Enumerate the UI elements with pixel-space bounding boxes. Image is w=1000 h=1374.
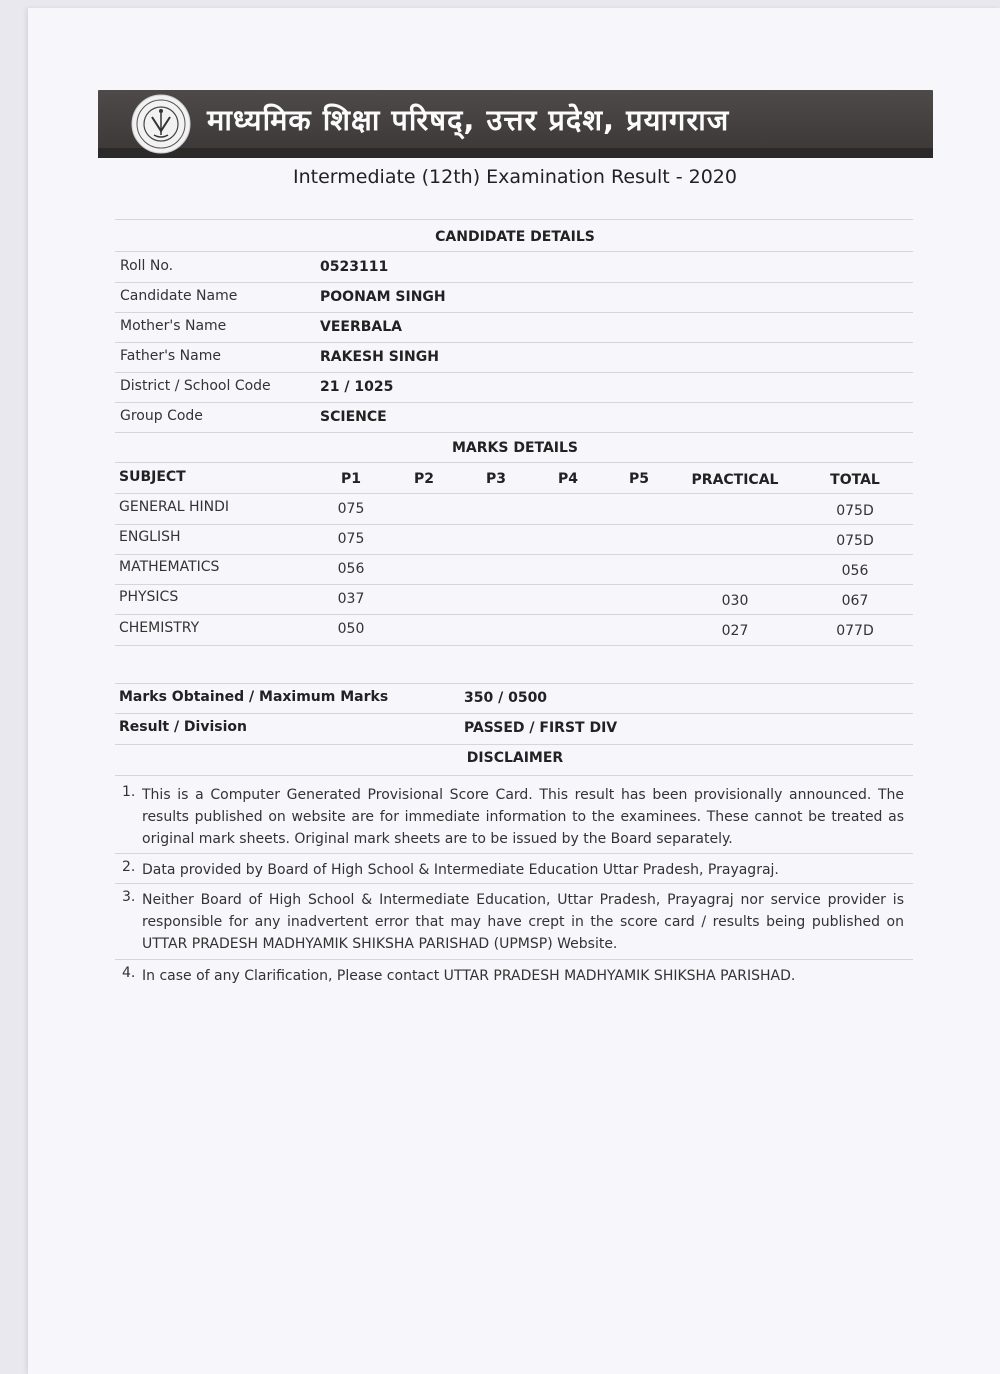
subject-cell: PHYSICS xyxy=(119,589,179,605)
total-cell: 075D xyxy=(836,503,874,519)
fathers-name-label: Father's Name xyxy=(120,348,221,364)
divider xyxy=(115,853,913,854)
column-header-subject: SUBJECT xyxy=(119,469,186,485)
column-header-p5: P5 xyxy=(628,471,650,487)
item-text: In case of any Clarification, Please contact UTTAR PRADESH MADHYAMIK SHIKSHA PARISHAD. xyxy=(142,968,796,984)
divider xyxy=(115,282,913,283)
divider xyxy=(115,959,913,960)
item-number: 2. xyxy=(122,859,136,875)
divider xyxy=(115,554,913,555)
total-cell: 075D xyxy=(836,533,874,549)
district-school-code-label: District / School Code xyxy=(120,378,271,394)
divider xyxy=(115,775,913,776)
divider xyxy=(115,524,913,525)
p1-cell: 075 xyxy=(337,501,365,517)
divider xyxy=(115,402,913,403)
item-number: 4. xyxy=(122,965,136,981)
total-cell: 067 xyxy=(841,593,869,609)
fathers-name-value: RAKESH SINGH xyxy=(320,349,439,365)
column-header-p2: P2 xyxy=(413,471,435,487)
divider xyxy=(115,342,913,343)
item-text: Neither Board of High School & Intermediate Education, Uttar Pradesh, Prayagraj nor service provider is responsible for any inadvertent error that may have crept in the score card / results being published on UTTAR PRADESH MADHYAMIK SHIKSHA PARISHAD (UPMSP) Website. xyxy=(142,892,904,952)
item-text: Data provided by Board of High School & Intermediate Education Uttar Pradesh, Prayagraj. xyxy=(142,862,779,878)
divider xyxy=(115,584,913,585)
divider xyxy=(115,744,913,745)
divider xyxy=(115,312,913,313)
board-name: माध्यमिक शिक्षा परिषद्, उत्तर प्रदेश, प्रयागराज xyxy=(207,103,730,137)
p1-cell: 075 xyxy=(337,531,365,547)
roll-no-value: 0523111 xyxy=(320,259,389,275)
candidate-details-title: CANDIDATE DETAILS xyxy=(435,229,595,245)
result-division-label: Result / Division xyxy=(119,719,247,735)
group-code-value: SCIENCE xyxy=(320,409,387,425)
divider xyxy=(115,251,913,252)
group-code-label: Group Code xyxy=(120,408,203,424)
divider xyxy=(115,683,913,684)
marks-obtained-label: Marks Obtained / Maximum Marks xyxy=(119,689,389,705)
subject-cell: CHEMISTRY xyxy=(119,620,200,636)
divider xyxy=(115,219,913,220)
divider xyxy=(115,493,913,494)
roll-no-label: Roll No. xyxy=(120,258,174,274)
column-header-p1: P1 xyxy=(340,471,362,487)
divider xyxy=(115,372,913,373)
exam-title: Intermediate (12th) Examination Result - 2020 xyxy=(293,166,737,188)
practical-cell: 030 xyxy=(721,593,749,609)
total-cell: 077D xyxy=(836,623,874,639)
marks-obtained-value: 350 / 0500 xyxy=(464,690,548,706)
p1-cell: 050 xyxy=(337,621,365,637)
up-government-seal-icon xyxy=(130,93,192,155)
divider xyxy=(115,883,913,884)
district-school-code-value: 21 / 1025 xyxy=(320,379,394,395)
subject-cell: MATHEMATICS xyxy=(119,559,220,575)
divider xyxy=(115,432,913,433)
result-division-value: PASSED / FIRST DIV xyxy=(464,720,618,736)
mothers-name-label: Mother's Name xyxy=(120,318,227,334)
column-header-total: TOTAL xyxy=(830,472,880,488)
item-number: 1. xyxy=(122,784,136,800)
column-header-p3: P3 xyxy=(485,471,507,487)
candidate-name-label: Candidate Name xyxy=(120,288,238,304)
practical-cell: 027 xyxy=(721,623,749,639)
subject-cell: GENERAL HINDI xyxy=(119,499,230,515)
header-banner-bottom-band xyxy=(98,148,933,158)
disclaimer-title: DISCLAIMER xyxy=(466,750,564,766)
divider xyxy=(115,645,913,646)
item-number: 3. xyxy=(122,889,136,905)
divider xyxy=(115,614,913,615)
divider xyxy=(115,713,913,714)
candidate-name-value: POONAM SINGH xyxy=(320,289,446,305)
total-cell: 056 xyxy=(841,563,869,579)
column-header-practical: PRACTICAL xyxy=(691,472,779,488)
p1-cell: 037 xyxy=(337,591,365,607)
marks-details-title: MARKS DETAILS xyxy=(451,440,579,456)
item-text: This is a Computer Generated Provisional Score Card. This result has been provisionally announced. The results published on website are for immediate information to the examinees. These cannot be treated as original mark sheets. Original mark sheets are to be issued by the Board separately. xyxy=(142,787,904,847)
divider xyxy=(115,462,913,463)
subject-cell: ENGLISH xyxy=(119,529,181,545)
p1-cell: 056 xyxy=(337,561,365,577)
mothers-name-value: VEERBALA xyxy=(320,319,403,335)
column-header-p4: P4 xyxy=(557,471,579,487)
